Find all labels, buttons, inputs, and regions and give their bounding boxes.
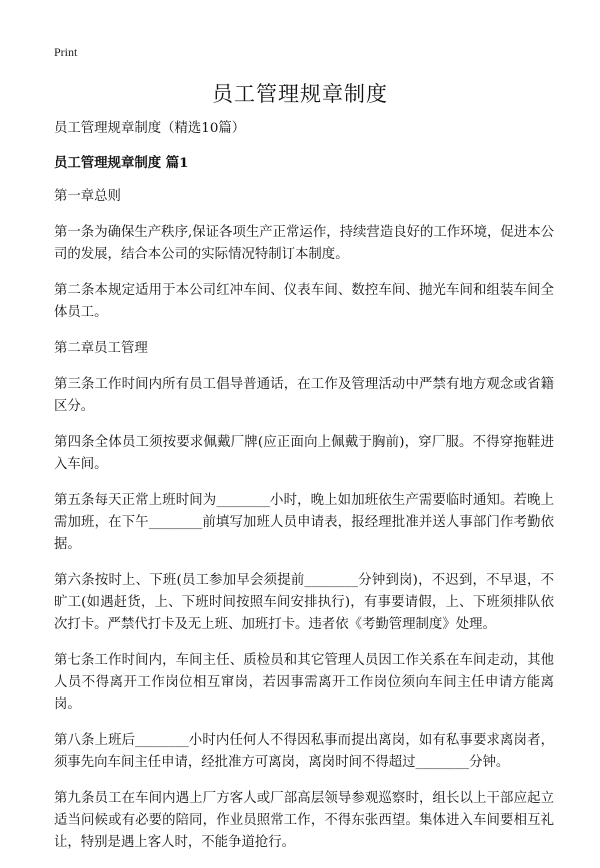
paragraph: 第五条每天正常上班时间为________小时，晚上如加班依生产需要临时通知。若晚上需加班，在下午________前填写加班人员申请表，报经理批准并送人事部门作考勤依据。 [54,493,554,552]
print-link[interactable]: Print [54,45,78,59]
paragraph: 第八条上班后________小时内任何人不得因私事而提出离岗，如有私事要求离岗者，须事先向车间主任申请，经批准方可离岗，离岗时间不得超过________分钟。 [54,733,554,770]
paragraph: 第一条为确保生产秩序,保证各项生产正常运作，持续营造良好的工作环境，促进本公司的发展，结合本公司的实际情况特制订本制度。 [54,225,554,262]
paragraph: 第三条工作时间内所有员工倡导普通话，在工作及管理活动中严禁有地方观念或省籍区分。 [54,377,554,414]
paragraph: 第四条全体员工须按要求佩戴厂牌(应正面向上佩戴于胸前)，穿厂服。不得穿拖鞋进入车间。 [54,435,554,472]
paragraph: 第二条本规定适用于本公司红冲车间、仪表车间、数控车间、抛光车间和组装车间全体员工。 [54,283,554,320]
document-subtitle: 员工管理规章制度（精选10篇） [54,121,246,136]
section-heading: 员工管理规章制度 篇1 [54,155,189,171]
document-body [54,118,554,868]
paragraph: 第七条工作时间内，车间主任、质检员和其它管理人员因工作关系在车间走动，其他人员不得离开工作岗位相互窜岗，若因事需离开工作岗位须向车间主任申请方能离岗。 [54,653,554,712]
paragraph: 第九条员工在车间内遇上厂方客人或厂部高层领导参观巡察时，组长以上干部应起立适当问候或有必要的陪同，作业员照常工作，不得东张西望。集体进入车间要相互礼让，特别是遇上客人时，不能争道抢行。 [54,791,554,850]
paragraph: 第二章员工管理 [54,341,148,356]
document-title: 员工管理规章制度 [212,82,388,106]
paragraph: 第六条按时上、下班(员工参加早会须提前________分钟到岗)，不迟到，不早退，不旷工(如遇赶货，上、下班时间按照车间安排执行)，有事要请假，上、下班须排队依次打卡。严禁代打卡及无上班、加班打卡。违者依《考勤管理制度》处理。 [54,573,554,632]
paragraph: 第一章总则 [54,189,121,204]
